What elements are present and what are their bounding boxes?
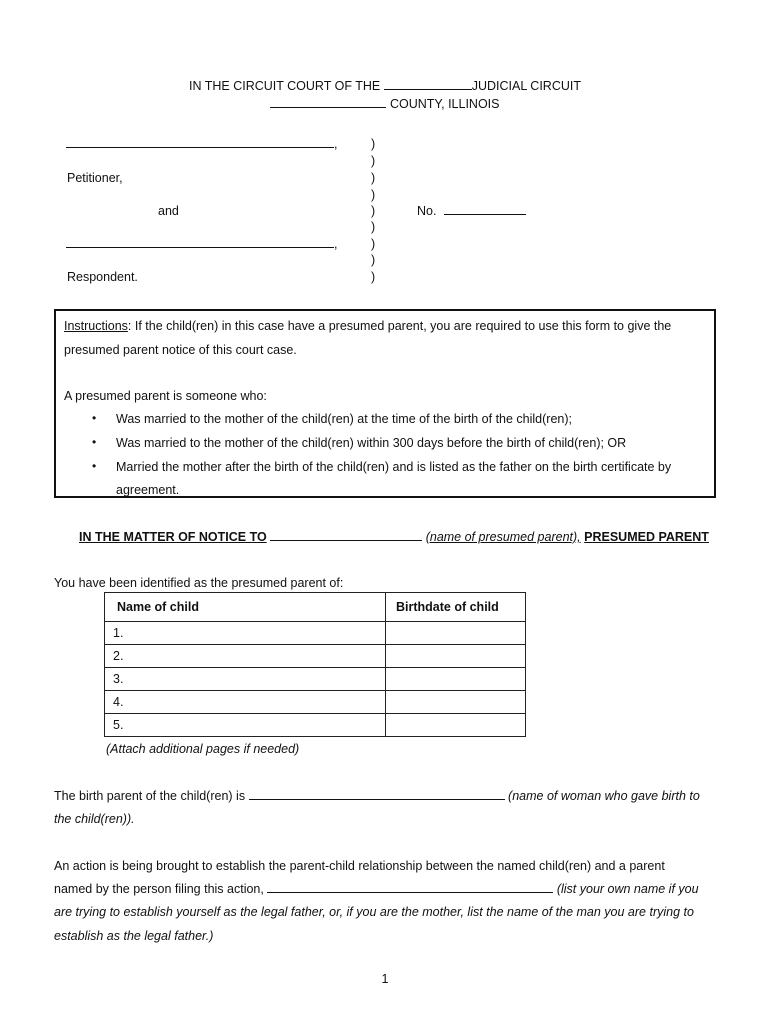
child-birthdate-cell[interactable] (386, 622, 526, 645)
table-row (105, 645, 526, 668)
birthdate-header: Birthdate of child (386, 593, 526, 622)
court-caption-line2 (0, 97, 770, 111)
bullet-item: Married the mother after the birth of the child(ren) and is listed as the father on the birth certificate by (116, 460, 672, 474)
identified-text: You have been identified as the presumed parent of: (54, 576, 344, 590)
respondent-comma: , (334, 237, 338, 251)
paren: ) (371, 237, 376, 251)
petitioner-comma: , (334, 137, 338, 151)
child-name-cell[interactable]: 3. (105, 668, 386, 691)
table-row (105, 691, 526, 714)
name-of-child-header: Name of child (105, 593, 386, 622)
and-label: and (158, 204, 179, 218)
county-blank[interactable] (270, 97, 386, 108)
birth-parent-hint: (name of woman who gave birth to (508, 789, 700, 803)
paren: ) (371, 154, 376, 168)
action-line4: establish as the legal father.) (54, 929, 214, 943)
definition-intro: A presumed parent is someone who: (64, 389, 267, 403)
child-name-cell[interactable]: 1. (105, 622, 386, 645)
child-name-cell[interactable]: 4. (105, 691, 386, 714)
bullet-icon: • (92, 411, 97, 425)
petitioner-name-blank[interactable] (66, 137, 334, 148)
case-number-label: No. (417, 204, 437, 218)
matter-heading (79, 530, 709, 544)
court-caption-line1 (0, 79, 770, 93)
instructions-line1 (64, 319, 671, 333)
petitioner-label: Petitioner, (67, 171, 123, 185)
child-birthdate-cell[interactable] (386, 691, 526, 714)
respondent-label: Respondent. (67, 270, 138, 284)
instructions-box (54, 309, 716, 498)
instructions-line2: presumed parent notice of this court case. (64, 343, 297, 357)
child-birthdate-cell[interactable] (386, 714, 526, 737)
paren: ) (371, 253, 376, 267)
children-table (104, 592, 526, 737)
instructions-heading: Instructions (64, 319, 128, 333)
action-hint: (list your own name if you (556, 882, 699, 896)
petitioner-name-line (66, 137, 337, 151)
judicial-circuit-blank[interactable] (384, 79, 472, 90)
bullet-item: Was married to the mother of the child(ren) within 300 days before the birth of child(ren); OR (116, 436, 627, 450)
matter-prefix: IN THE MATTER OF NOTICE TO (79, 530, 267, 544)
bullet-icon: • (92, 459, 97, 473)
child-birthdate-cell[interactable] (386, 668, 526, 691)
respondent-name-line (66, 237, 337, 251)
page-number: 1 (381, 972, 389, 986)
respondent-name-blank[interactable] (66, 237, 334, 248)
birth-parent-hint-cont: the child(ren)). (54, 812, 135, 826)
action-line3: are trying to establish yourself as the legal father, or, if you are the mother, list the name of the man you are trying to (54, 905, 694, 919)
child-birthdate-cell[interactable] (386, 645, 526, 668)
paren: ) (371, 171, 376, 185)
bullet-icon: • (92, 435, 97, 449)
filer-name-blank[interactable] (267, 882, 553, 893)
child-name-cell[interactable]: 5. (105, 714, 386, 737)
birth-parent-prefix: The birth parent of the child(ren) is (54, 789, 246, 803)
case-number-blank[interactable] (444, 204, 526, 215)
table-row (105, 622, 526, 645)
table-row (105, 714, 526, 737)
county-label: COUNTY, ILLINOIS (389, 97, 500, 111)
bullet-item-continuation: agreement. (116, 483, 180, 497)
table-row (105, 668, 526, 691)
matter-suffix: PRESUMED PARENT (584, 530, 709, 544)
table-header-row (105, 593, 526, 622)
bullet-item: Was married to the mother of the child(ren) at the time of the birth of the child(ren); (116, 412, 572, 426)
court-caption-prefix: IN THE CIRCUIT COURT OF THE (189, 79, 381, 93)
paren: ) (371, 220, 376, 234)
paren: ) (371, 204, 376, 218)
presumed-parent-name-blank[interactable] (270, 530, 422, 541)
matter-hint: (name of presumed parent), (425, 530, 581, 544)
instructions-text: : If the child(ren) in this case have a presumed parent, you are required to use this form to give the (127, 319, 672, 333)
court-caption-suffix: JUDICIAL CIRCUIT (471, 79, 581, 93)
action-line2 (54, 882, 699, 896)
paren: ) (371, 188, 376, 202)
action-line2-prefix: named by the person filing this action, (54, 882, 264, 896)
birth-parent-name-blank[interactable] (249, 789, 505, 800)
child-name-cell[interactable]: 2. (105, 645, 386, 668)
attach-note: (Attach additional pages if needed) (106, 742, 300, 756)
case-number-field (417, 204, 526, 218)
paren: ) (371, 270, 376, 284)
action-line1: An action is being brought to establish the parent-child relationship between the named child(ren) and a parent (54, 859, 665, 873)
paren: ) (371, 137, 376, 151)
birth-parent-line (54, 789, 700, 803)
